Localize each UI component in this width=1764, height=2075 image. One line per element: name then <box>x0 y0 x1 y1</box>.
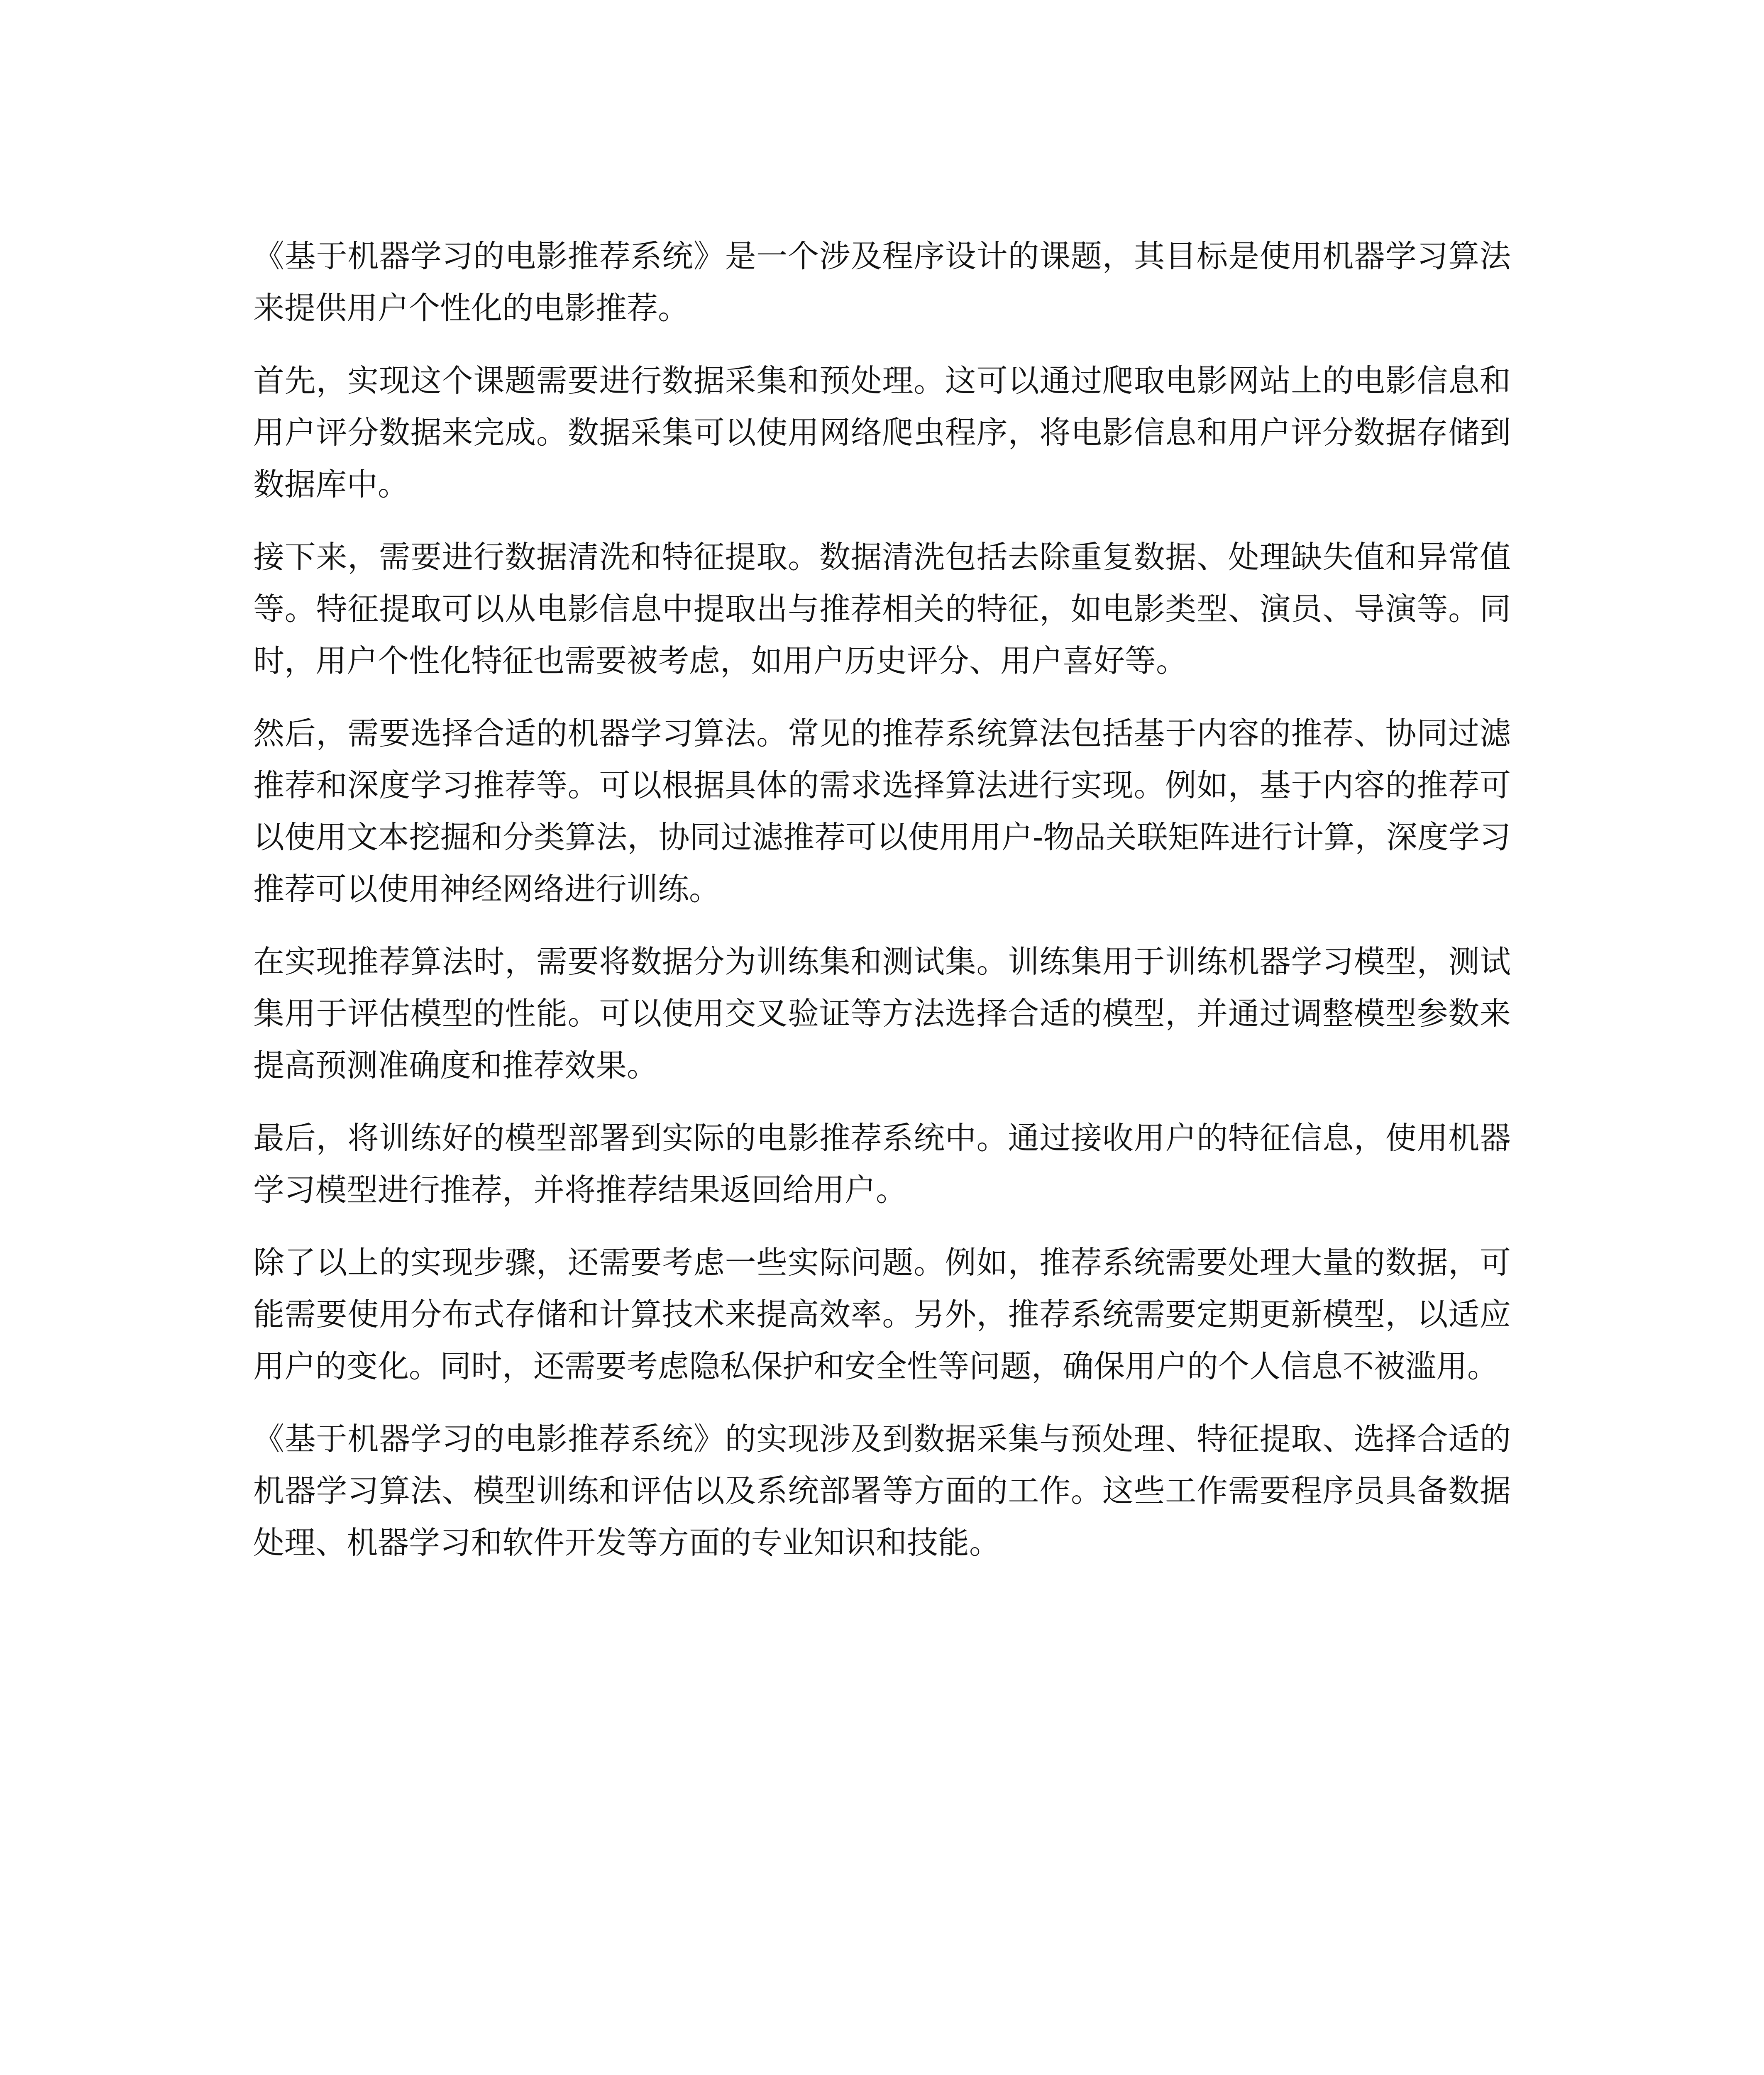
paragraph-algorithm-selection: 然后，需要选择合适的机器学习算法。常见的推荐系统算法包括基于内容的推荐、协同过滤推荐和深度学习推荐等。可以根据具体的需求选择算法进行实现。例如，基于内容的推荐可以使用文本挖掘和分类算法，协同过滤推荐可以使用用户-物品关联矩阵进行计算，深度学习推荐可以使用神经网络进行训练。 <box>253 715 1511 907</box>
paragraph-deployment: 最后，将训练好的模型部署到实际的电影推荐系统中。通过接收用户的特征信息，使用机器学习模型进行推荐，并将推荐结果返回给用户。 <box>253 1120 1511 1208</box>
paragraph-practical-issues: 除了以上的实现步骤，还需要考虑一些实际问题。例如，推荐系统需要处理大量的数据，可能需要使用分布式存储和计算技术来提高效率。另外，推荐系统需要定期更新模型，以适应用户的变化。同时，还需要考虑隐私保护和安全性等问题，确保用户的个人信息不被滥用。 <box>253 1244 1511 1384</box>
paragraph-intro: 《基于机器学习的电影推荐系统》是一个涉及程序设计的课题，其目标是使用机器学习算法来提供用户个性化的电影推荐。 <box>253 238 1511 326</box>
paragraph-summary: 《基于机器学习的电影推荐系统》的实现涉及到数据采集与预处理、特征提取、选择合适的机器学习算法、模型训练和评估以及系统部署等方面的工作。这些工作需要程序员具备数据处理、机器学习和软件开发等方面的专业知识和技能。 <box>253 1421 1511 1561</box>
paragraph-data-collection: 首先，实现这个课题需要进行数据采集和预处理。这可以通过爬取电影网站上的电影信息和用户评分数据来完成。数据采集可以使用网络爬虫程序，将电影信息和用户评分数据存储到数据库中。 <box>253 362 1511 503</box>
paragraph-data-cleaning: 接下来，需要进行数据清洗和特征提取。数据清洗包括去除重复数据、处理缺失值和异常值等。特征提取可以从电影信息中提取出与推荐相关的特征，如电影类型、演员、导演等。同时，用户个性化特征也需要被考虑，如用户历史评分、用户喜好等。 <box>253 539 1511 679</box>
paragraph-training-testing: 在实现推荐算法时，需要将数据分为训练集和测试集。训练集用于训练机器学习模型，测试集用于评估模型的性能。可以使用交叉验证等方法选择合适的模型，并通过调整模型参数来提高预测准确度和推荐效果。 <box>253 943 1511 1084</box>
document-body <box>253 230 1511 1589</box>
